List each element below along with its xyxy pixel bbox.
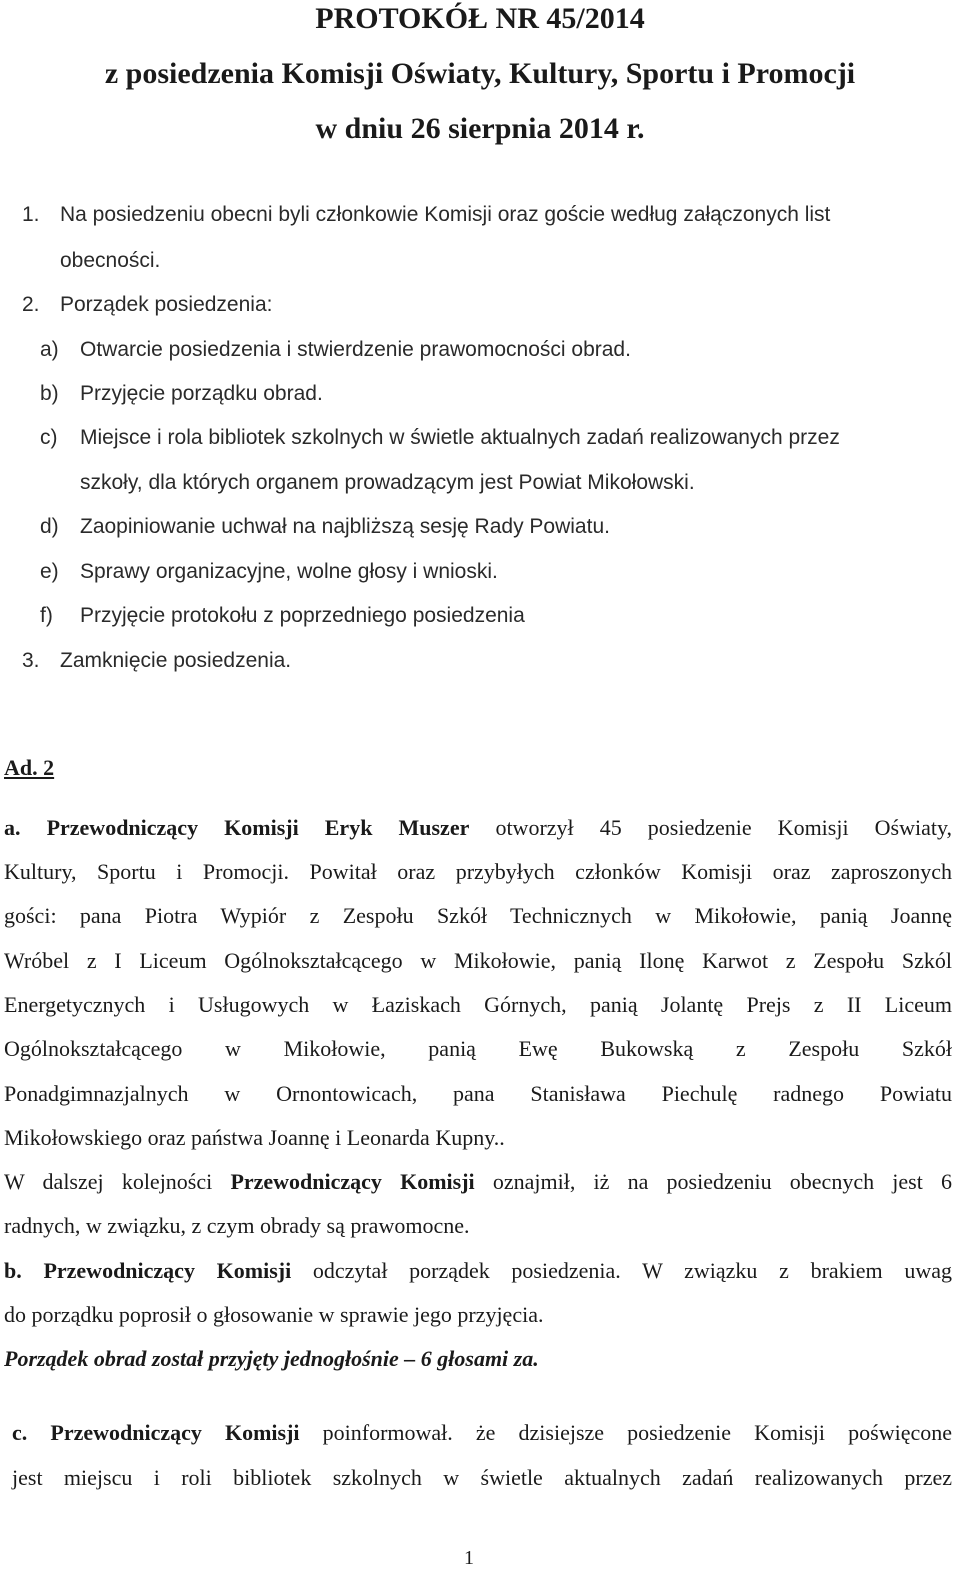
paragraph-line [4, 815, 952, 841]
agenda-subitem-letter: c) [40, 426, 58, 449]
agenda-subitem-letter: e) [40, 560, 59, 583]
paragraph-line [12, 1420, 952, 1446]
agenda-subitem-letter: d) [40, 515, 59, 538]
agenda-item-number: 2. [22, 293, 40, 316]
agenda-item-number: 3. [22, 649, 40, 672]
paragraph-text: odczytał porządek posiedzenia. W związku z brakiem uwag [312, 1258, 953, 1283]
paragraph-line: Ponadgimnazjalnych w Ornontowicach, pana Stanisława Piechulę radnego Powiatu [4, 1081, 952, 1106]
paragraph-line: Wróbel z I Liceum Ogólnokształcącego w Mikołowie, panią Ilonę Karwot z Zespołu Szkól [4, 948, 952, 973]
paragraph-line: Kultury, Sportu i Promocji. Powitał oraz przybyłych członków Komisji oraz zaproszonych [4, 859, 952, 884]
paragraph-line: gości: pana Piotra Wypiór z Zespołu Szkół Technicznych w Mikołowie, panią Joannę [4, 903, 952, 928]
section-heading: Ad. 2 [4, 755, 55, 780]
paragraph-line: Ogólnokształcącego w Mikołowie, panią Ewę Bukowską z Zespołu Szkół [4, 1036, 952, 1061]
paragraph-text: poinformował. że dzisiejsze posiedzenie Komisji poświęcone [322, 1420, 952, 1445]
paragraph-line: jest miejscu i roli bibliotek szkolnych w świetle aktualnych zadań realizowanych przez [12, 1465, 952, 1490]
agenda-subitem-text: Przyjęcie protokołu z poprzedniego posiedzenia [80, 604, 525, 627]
point-label: a. [4, 815, 21, 840]
vote-result: Porządek obrad został przyjęty jednogłośnie – 6 głosami za. [4, 1346, 539, 1371]
agenda-item-text: Porządek posiedzenia: [60, 293, 273, 316]
agenda-subitem-letter: a) [40, 338, 59, 361]
chairman-title: Przewodniczący Komisji [230, 1169, 475, 1194]
agenda-subitem-text: Miejsce i rola bibliotek szkolnych w świetle aktualnych zadań realizowanych przez [80, 426, 840, 449]
agenda-subitem-letter: b) [40, 382, 59, 405]
agenda-item-text: obecności. [60, 249, 161, 272]
agenda-subitem-text: Otwarcie posiedzenia i stwierdzenie prawomocności obrad. [80, 338, 631, 361]
agenda-item-number: 1. [22, 203, 40, 226]
paragraph-line: radnych, w związku, z czym obrady są prawomocne. [4, 1213, 470, 1238]
paragraph-text: oznajmił, iż na posiedzeniu obecnych jest 6 [492, 1169, 953, 1194]
document-subtitle: z posiedzenia Komisji Oświaty, Kultury, Sportu i Promocji [104, 57, 856, 90]
point-label: b. [4, 1258, 22, 1283]
agenda-subitem-text: szkoły, dla których organem prowadzącym jest Powiat Mikołowski. [80, 471, 695, 494]
agenda-subitem-letter: f) [40, 604, 53, 627]
chairman-title: Przewodniczący Komisji [43, 1258, 292, 1283]
paragraph-line: Mikołowskiego oraz państwa Joannę i Leonarda Kupny.. [4, 1125, 505, 1150]
chairman-title: Przewodniczący Komisji [50, 1420, 300, 1445]
paragraph-line: Energetycznych i Usługowych w Łaziskach Górnych, panią Jolantę Prejs z II Liceum [4, 992, 952, 1017]
paragraph-line [4, 1258, 952, 1284]
agenda-item-text: Na posiedzeniu obecni byli członkowie Komisji oraz goście według załączonych list [60, 203, 831, 226]
agenda-subitem-text: Przyjęcie porządku obrad. [80, 382, 323, 405]
chairman-name: Przewodniczący Komisji Eryk Muszer [46, 815, 470, 840]
agenda-subitem-text: Sprawy organizacyjne, wolne głosy i wnioski. [80, 560, 498, 583]
document-title: PROTOKÓŁ NR 45/2014 [315, 2, 645, 35]
agenda-item-text: Zamknięcie posiedzenia. [60, 649, 292, 672]
paragraph-text: W dalszej kolejności [4, 1169, 213, 1194]
agenda-subitem-text: Zaopiniowanie uchwał na najbliższą sesję Rady Powiatu. [80, 515, 610, 538]
document-date: w dniu 26 sierpnia 2014 r. [315, 112, 645, 145]
point-label: c. [12, 1420, 28, 1445]
paragraph-line [4, 1169, 952, 1195]
paragraph-line: do porządku poprosił o głosowanie w sprawie jego przyjęcia. [4, 1302, 544, 1327]
paragraph-text: otworzył 45 posiedzenie Komisji Oświaty, [495, 815, 953, 840]
page-number: 1 [464, 1547, 474, 1569]
